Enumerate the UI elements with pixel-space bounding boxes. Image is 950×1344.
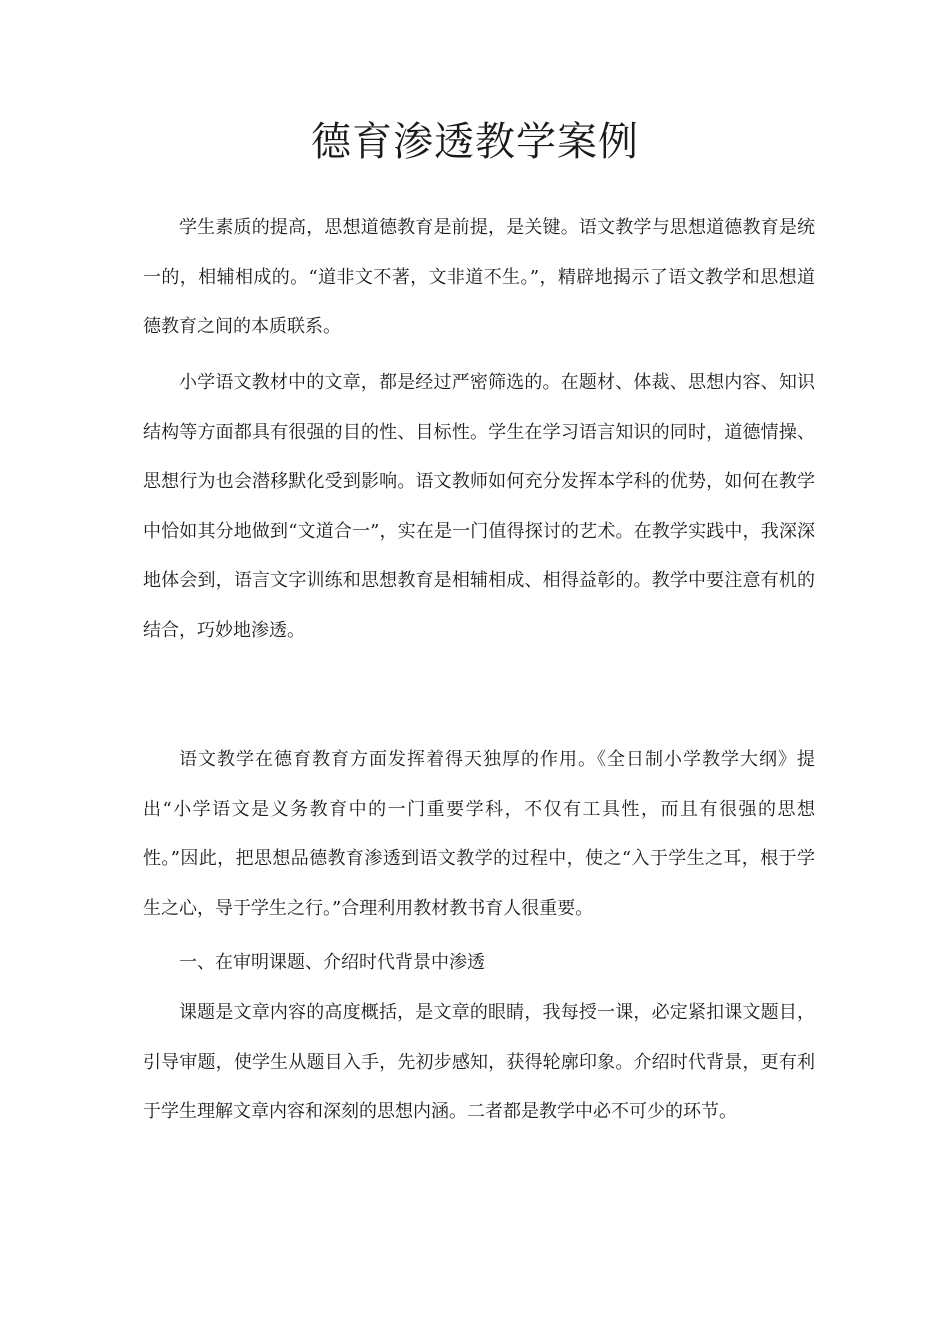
section-paragraph: 课题是文章内容的高度概括，是文章的眼睛，我每授一课，必定紧扣课文题目，引导审题，使学生从题目入手，先初步感知，获得轮廓印象。介绍时代背景，更有利于学生理解文章内容和深刻的思想内涵。二者都是教学中必不可少的环节。	[143, 1002, 815, 1122]
section-heading: 一、在审明课题、介绍时代背景中渗透	[179, 952, 485, 973]
moral-education-paragraph: 语文教学在德育教育方面发挥着得天独厚的作用。《全日制小学教学大纲》提出“小学语文是义务教育中的一门重要学科，不仅有工具性，而且有很强的思想性。”因此，把思想品德教育渗透到语文教学的过程中，使之“入于学生之耳，根于学生之心，导于学生之行。”合理利用教材教书育人很重要。	[143, 749, 815, 919]
page-title: 德育渗透教学案例	[311, 119, 639, 165]
intro-paragraph: 学生素质的提高，思想道德教育是前提，是关键。语文教学与思想道德教育是统一的，相辅相成的。“道非文不著，文非道不生。”，精辟地揭示了语文教学和思想道德教育之间的本质联系。	[143, 217, 815, 337]
textbook-paragraph: 小学语文教材中的文章，都是经过严密筛选的。在题材、体裁、思想内容、知识结构等方面都具有很强的目的性、目标性。学生在学习语言知识的同时，道德情操、思想行为也会潜移默化受到影响。语文教师如何充分发挥本学科的优势，如何在教学中恰如其分地做到“文道合一”，实在是一门值得探讨的艺术。在教学实践中，我深深地体会到，语言文字训练和思想教育是相辅相成、相得益彰的。教学中要注意有机的结合，巧妙地渗透。	[143, 372, 815, 641]
